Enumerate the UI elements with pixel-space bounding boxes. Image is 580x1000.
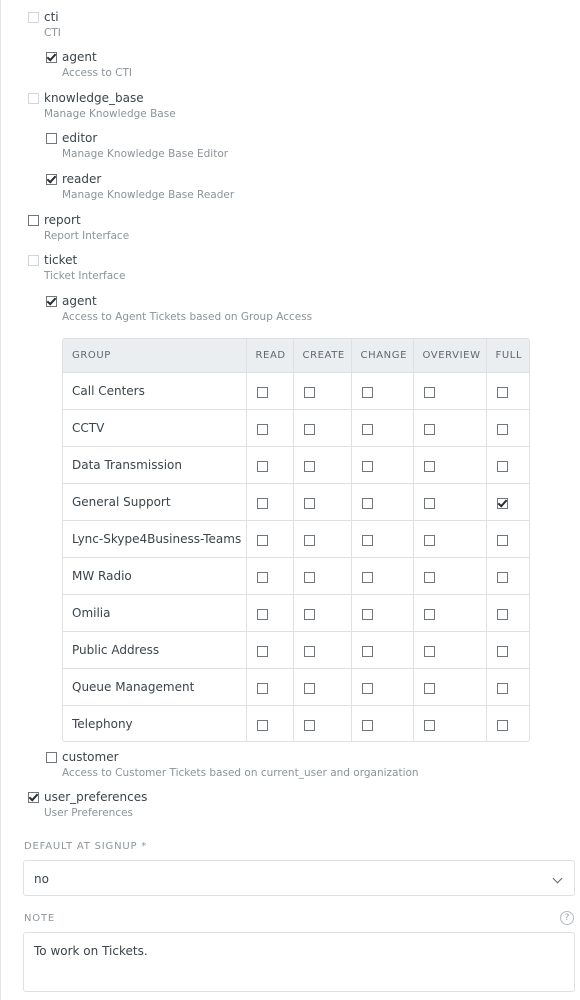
permission-desc-user-preferences: User Preferences [44, 807, 134, 819]
cell-overview [413, 372, 486, 409]
default-signup-value: no [34, 872, 49, 886]
cell-change [351, 557, 413, 594]
cell-full [486, 446, 530, 483]
overview-checkbox[interactable] [424, 424, 435, 435]
group-name: General Support [63, 483, 246, 520]
create-checkbox[interactable] [304, 387, 315, 398]
table-row [63, 594, 530, 631]
cell-overview [413, 705, 486, 742]
full-checkbox[interactable] [497, 424, 508, 435]
create-checkbox[interactable] [304, 498, 315, 509]
permission-desc-report: Report Interface [44, 230, 130, 242]
permission-name-user-preferences: user_preferences [44, 790, 148, 804]
read-checkbox[interactable] [257, 424, 268, 435]
knowledge-base-checkbox[interactable] [28, 93, 39, 104]
read-checkbox[interactable] [257, 720, 268, 731]
kb-reader-checkbox[interactable] [46, 174, 57, 185]
group-name: CCTV [63, 409, 246, 446]
cti-checkbox[interactable] [28, 12, 39, 23]
change-checkbox[interactable] [362, 535, 373, 546]
full-checkbox[interactable] [497, 609, 508, 620]
kb-editor-checkbox[interactable] [46, 133, 57, 144]
full-checkbox[interactable] [497, 720, 508, 731]
create-checkbox[interactable] [304, 572, 315, 583]
note-textarea[interactable] [23, 932, 575, 992]
ticket-customer-checkbox[interactable] [46, 752, 57, 763]
cell-change [351, 705, 413, 742]
group-access-table [62, 338, 530, 742]
create-checkbox[interactable] [304, 424, 315, 435]
cell-overview [413, 446, 486, 483]
group-name: Queue Management [63, 668, 246, 705]
change-checkbox[interactable] [362, 683, 373, 694]
create-checkbox[interactable] [304, 646, 315, 657]
change-checkbox[interactable] [362, 609, 373, 620]
full-checkbox[interactable] [497, 387, 508, 398]
group-name: Telephony [63, 705, 246, 742]
permission-desc-ticket-agent: Access to Agent Tickets based on Group Access [62, 311, 313, 323]
cell-full [486, 705, 530, 742]
create-checkbox[interactable] [304, 683, 315, 694]
ticket-checkbox[interactable] [28, 255, 39, 266]
group-name: Data Transmission [63, 446, 246, 483]
cell-overview [413, 520, 486, 557]
cell-read [246, 520, 293, 557]
ticket-agent-checkbox[interactable] [46, 296, 57, 307]
cell-overview [413, 594, 486, 631]
cell-read [246, 446, 293, 483]
overview-checkbox[interactable] [424, 720, 435, 731]
table-header-row [63, 339, 530, 372]
group-name: Omilia [63, 594, 246, 631]
cell-read [246, 705, 293, 742]
cell-create [293, 446, 351, 483]
cell-create [293, 483, 351, 520]
column-header-overview: OVERVIEW [413, 339, 486, 372]
read-checkbox[interactable] [257, 572, 268, 583]
permission-desc-cti: CTI [44, 27, 61, 39]
cell-full [486, 409, 530, 446]
change-checkbox[interactable] [362, 498, 373, 509]
overview-checkbox[interactable] [424, 535, 435, 546]
cell-create [293, 372, 351, 409]
cell-create [293, 594, 351, 631]
cell-change [351, 446, 413, 483]
note-value: To work on Tickets. [34, 944, 148, 958]
permission-name-ticket: ticket [44, 253, 78, 267]
permission-name-cti: cti [44, 10, 59, 24]
cell-create [293, 668, 351, 705]
change-checkbox[interactable] [362, 720, 373, 731]
table-row [63, 446, 530, 483]
permission-name-ticket-customer: customer [62, 750, 119, 764]
cell-change [351, 409, 413, 446]
cell-read [246, 557, 293, 594]
cell-change [351, 520, 413, 557]
chevron-down-icon [553, 874, 563, 884]
overview-checkbox[interactable] [424, 609, 435, 620]
table-row [63, 631, 530, 668]
cell-change [351, 631, 413, 668]
cell-full [486, 594, 530, 631]
permission-name-kb-editor: editor [62, 131, 98, 145]
full-checkbox[interactable] [497, 572, 508, 583]
cell-full [486, 631, 530, 668]
change-checkbox[interactable] [362, 424, 373, 435]
overview-checkbox[interactable] [424, 646, 435, 657]
create-checkbox[interactable] [304, 461, 315, 472]
cell-create [293, 631, 351, 668]
permission-desc-knowledge-base: Manage Knowledge Base [44, 108, 176, 120]
table-row [63, 409, 530, 446]
note-label: NOTE [24, 913, 55, 924]
group-name: Call Centers [63, 372, 246, 409]
read-checkbox[interactable] [257, 387, 268, 398]
overview-checkbox[interactable] [424, 387, 435, 398]
group-name: Public Address [63, 631, 246, 668]
permission-desc-ticket-customer: Access to Customer Tickets based on current_user and organization [62, 767, 419, 779]
cell-overview [413, 483, 486, 520]
left-border [0, 0, 1, 1000]
full-checkbox[interactable] [497, 498, 508, 509]
cell-change [351, 483, 413, 520]
help-icon[interactable]: ? [560, 911, 574, 925]
cell-read [246, 668, 293, 705]
permission-desc-kb-editor: Manage Knowledge Base Editor [62, 148, 229, 160]
cell-full [486, 372, 530, 409]
read-checkbox[interactable] [257, 646, 268, 657]
full-checkbox[interactable] [497, 683, 508, 694]
cell-create [293, 409, 351, 446]
default-signup-label: DEFAULT AT SIGNUP * [24, 841, 148, 852]
change-checkbox[interactable] [362, 572, 373, 583]
table-row [63, 705, 530, 742]
overview-checkbox[interactable] [424, 683, 435, 694]
column-header-create: CREATE [293, 339, 351, 372]
permission-name-kb-reader: reader [62, 172, 102, 186]
column-header-read: READ [246, 339, 293, 372]
permission-desc-kb-reader: Manage Knowledge Base Reader [62, 189, 235, 201]
permission-name-knowledge-base: knowledge_base [44, 91, 144, 105]
cell-read [246, 372, 293, 409]
default-signup-select[interactable] [23, 860, 575, 896]
permission-desc-ticket: Ticket Interface [44, 270, 126, 282]
group-name: MW Radio [63, 557, 246, 594]
permission-name-report: report [44, 213, 81, 227]
cell-change [351, 372, 413, 409]
cell-full [486, 668, 530, 705]
read-checkbox[interactable] [257, 498, 268, 509]
read-checkbox[interactable] [257, 535, 268, 546]
cell-read [246, 483, 293, 520]
table-row [63, 557, 530, 594]
cell-change [351, 668, 413, 705]
report-checkbox[interactable] [28, 215, 39, 226]
table-row [63, 668, 530, 705]
cell-create [293, 557, 351, 594]
read-checkbox[interactable] [257, 683, 268, 694]
cell-create [293, 520, 351, 557]
cell-read [246, 594, 293, 631]
change-checkbox[interactable] [362, 387, 373, 398]
cti-agent-checkbox[interactable] [46, 52, 57, 63]
cell-overview [413, 557, 486, 594]
table-row [63, 483, 530, 520]
overview-checkbox[interactable] [424, 461, 435, 472]
full-checkbox[interactable] [497, 646, 508, 657]
cell-overview [413, 409, 486, 446]
create-checkbox[interactable] [304, 720, 315, 731]
table-row [63, 372, 530, 409]
cell-full [486, 520, 530, 557]
full-checkbox[interactable] [497, 535, 508, 546]
cell-change [351, 594, 413, 631]
change-checkbox[interactable] [362, 461, 373, 472]
overview-checkbox[interactable] [424, 572, 435, 583]
overview-checkbox[interactable] [424, 498, 435, 509]
column-header-full: FULL [486, 339, 530, 372]
cell-full [486, 557, 530, 594]
create-checkbox[interactable] [304, 535, 315, 546]
table-row [63, 520, 530, 557]
cell-read [246, 409, 293, 446]
permission-name-ticket-agent: agent [62, 294, 97, 308]
column-header-change: CHANGE [351, 339, 413, 372]
read-checkbox[interactable] [257, 609, 268, 620]
cell-read [246, 631, 293, 668]
permission-desc-cti-agent: Access to CTI [62, 67, 133, 79]
cell-overview [413, 668, 486, 705]
group-name: Lync-Skype4Business-Teams [63, 520, 246, 557]
change-checkbox[interactable] [362, 646, 373, 657]
cell-full [486, 483, 530, 520]
cell-create [293, 705, 351, 742]
create-checkbox[interactable] [304, 609, 315, 620]
column-header-group: GROUP [63, 339, 246, 372]
cell-overview [413, 631, 486, 668]
full-checkbox[interactable] [497, 461, 508, 472]
permission-name-cti-agent: agent [62, 50, 97, 64]
read-checkbox[interactable] [257, 461, 268, 472]
user-preferences-checkbox[interactable] [28, 792, 39, 803]
